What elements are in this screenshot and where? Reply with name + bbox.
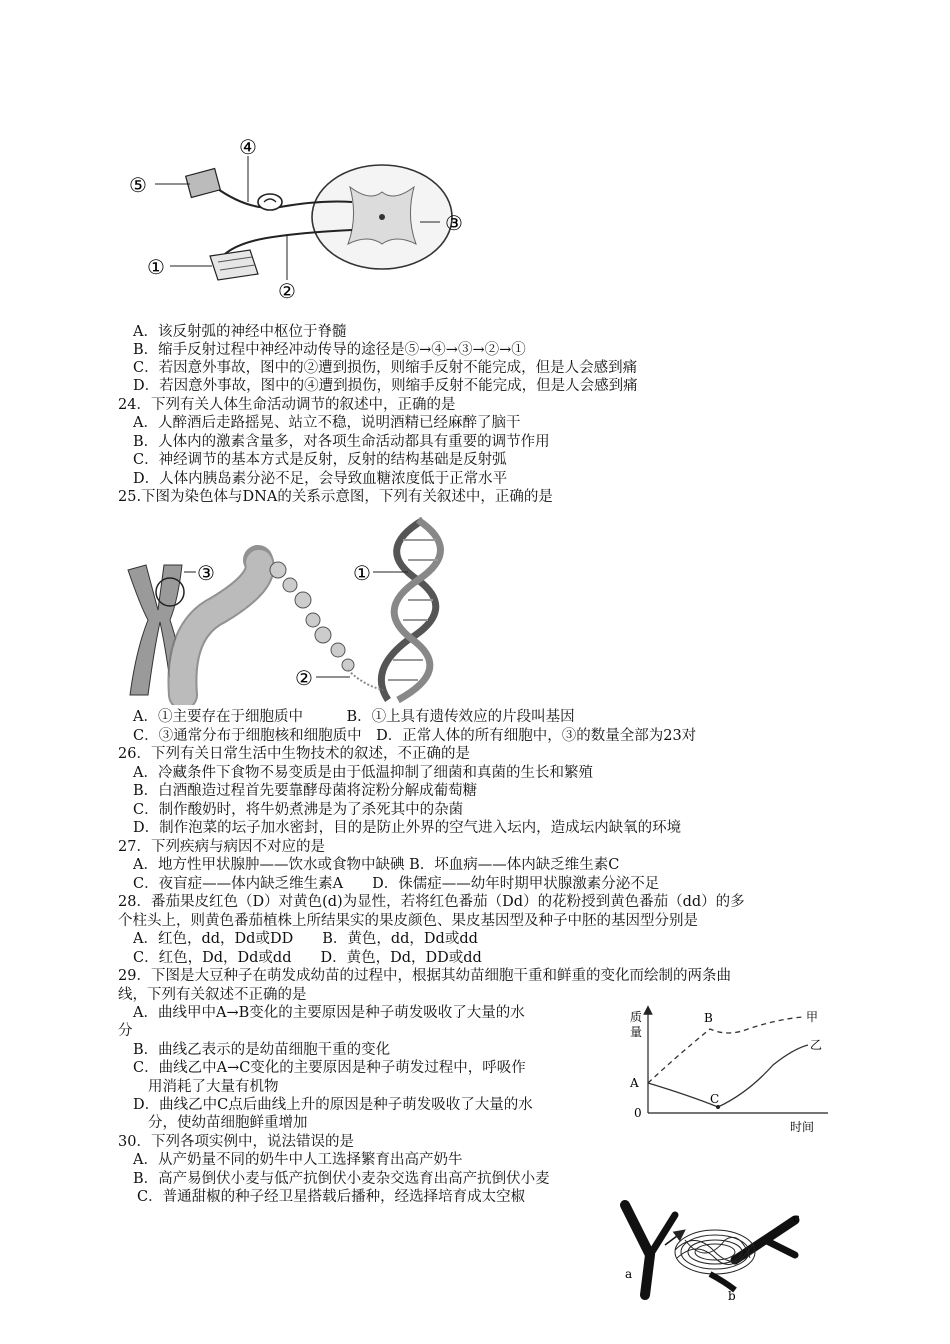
y-label-1: 质 — [630, 1010, 643, 1024]
chromosome-dna-svg — [118, 510, 463, 705]
q25-options-cd: C．③通常分布于细胞核和细胞质中 D．正常人体的所有细胞中，③的数量全部为23对 — [133, 728, 697, 744]
q24-option-c: C．神经调节的基本方式是反射，反射的结构基础是反射弧 — [133, 452, 507, 468]
y-label-2: 量 — [630, 1025, 643, 1039]
q29-stem-line2: 线，下列有关叙述不正确的是 — [118, 987, 307, 1003]
q24-option-d: D．人体内胰岛素分泌不足，会导致血糖浓度低于正常水平 — [133, 471, 508, 487]
curve-jia — [648, 1017, 803, 1083]
marker-1: ① — [353, 563, 371, 585]
q26-stem: 26．下列有关日常生活中生物技术的叙述，不正确的是 — [118, 746, 470, 762]
point-c-label: C — [710, 1092, 720, 1106]
q25-options-ab: A．①主要存在于细胞质中 B．①上具有遗传效应的片段叫基因 — [133, 709, 575, 725]
capillary-network-svg — [615, 1200, 805, 1300]
q26-option-a: A．冷藏条件下食物不易变质是由于低温抑制了细菌和真菌的生长和繁殖 — [133, 765, 593, 781]
label-c: c — [793, 1211, 800, 1225]
label-a: a — [625, 1267, 633, 1281]
q23-option-d: D．若因意外事故，图中的④遭到损伤，则缩手反射不能完成，但是人会感到痛 — [133, 378, 638, 394]
x-axis-label: 时间 — [790, 1120, 815, 1134]
reflex-arc-figure — [120, 132, 475, 307]
q26-option-d: D．制作泡菜的坛子加水密封，目的是防止外界的空气进入坛内，造成坛内缺氧的环境 — [133, 820, 682, 836]
q29-option-a-line2: 分 — [118, 1023, 133, 1039]
curve-yi-label: 乙 — [810, 1038, 823, 1052]
q30-option-a: A．从产奶量不同的奶牛中人工选择繁育出高产奶牛 — [133, 1152, 463, 1168]
marker-4: ④ — [239, 137, 257, 159]
q24-option-a: A．人醉酒后走路摇晃、站立不稳，说明酒精已经麻醉了脑干 — [133, 415, 521, 431]
reflex-arc-svg — [120, 132, 475, 307]
q23-option-a: A．该反射弧的神经中枢位于脊髓 — [133, 324, 347, 340]
q27-options-cd: C．夜盲症——体内缺乏维生素A D．侏儒症——幼年时期甲状腺激素分泌不足 — [133, 876, 660, 892]
curve-yi — [648, 1045, 808, 1107]
point-a-label: A — [630, 1076, 639, 1090]
label-b: b — [728, 1289, 736, 1300]
marker-3: ③ — [197, 563, 215, 585]
q24-stem: 24．下列有关人体生命活动调节的叙述中，正确的是 — [118, 397, 456, 413]
q23-option-c: C．若因意外事故，图中的②遭到损伤，则缩手反射不能完成，但是人会感到痛 — [133, 360, 638, 376]
q29-option-b: B．曲线乙表示的是幼苗细胞干重的变化 — [133, 1042, 391, 1058]
marker-2: ② — [295, 668, 313, 690]
q29-stem-line1: 29．下图是大豆种子在萌发成幼苗的过程中，根据其幼苗细胞干重和鲜重的变化而绘制的两条曲 — [118, 968, 731, 984]
q27-stem: 27．下列疾病与病因不对应的是 — [118, 839, 325, 855]
growth-curve-graph — [618, 1005, 833, 1135]
growth-curve-svg — [618, 1005, 833, 1135]
origin-label: 0 — [634, 1106, 642, 1120]
q26-option-c: C．制作酸奶时，将牛奶煮沸是为了杀死其中的杂菌 — [133, 802, 464, 818]
q26-option-b: B．白酒酿造过程首先要靠酵母菌将淀粉分解成葡萄糖 — [133, 783, 478, 799]
q27-options-ab: A．地方性甲状腺肿——饮水或食物中缺碘 B．坏血病——体内缺乏维生素C — [133, 857, 620, 873]
q28-stem-line1: 28．番茄果皮红色（D）对黄色(d)为显性，若将红色番茄（Dd）的花粉授到黄色番茄（dd）的多 — [118, 894, 745, 910]
curve-jia-label: 甲 — [806, 1010, 819, 1024]
q30-option-c: C．普通甜椒的种子经卫星搭载后播种，经选择培育成太空椒 — [137, 1189, 526, 1205]
q29-option-d-line2: 分，使幼苗细胞鲜重增加 — [148, 1115, 308, 1131]
marker-5: ⑤ — [129, 175, 147, 197]
q30-stem: 30．下列各项实例中，说法错误的是 — [118, 1134, 354, 1150]
q30-option-b: B．高产易倒伏小麦与低产抗倒伏小麦杂交选育出高产抗倒伏小麦 — [133, 1171, 550, 1187]
q29-option-c-line2: 用消耗了大量有机物 — [148, 1079, 279, 1095]
q24-option-b: B．人体内的激素含量多，对各项生命活动都具有重要的调节作用 — [133, 434, 550, 450]
capillary-network-figure — [615, 1200, 805, 1300]
q28-options-cd: C．红色，Dd，Dd或dd D．黄色，Dd，DD或dd — [133, 950, 482, 966]
q28-stem-line2: 个柱头上，则黄色番茄植株上所结果实的果皮颜色、果皮基因型及种子中胚的基因型分别是 — [118, 913, 698, 929]
point-b-label: B — [704, 1011, 713, 1025]
q25-stem: 25.下图为染色体与DNA的关系示意图，下列有关叙述中，正确的是 — [118, 489, 553, 505]
marker-2: ② — [278, 281, 296, 303]
q29-option-c-line1: C．曲线乙中A→C变化的主要原因是种子萌发过程中，呼吸作 — [133, 1060, 526, 1076]
marker-1: ① — [147, 257, 165, 279]
q29-option-d-line1: D．曲线乙中C点后曲线上升的原因是种子萌发吸收了大量的水 — [133, 1097, 533, 1113]
q23-option-b: B．缩手反射过程中神经冲动传导的途径是⑤→④→③→②→① — [133, 342, 526, 358]
chromosome-dna-figure — [118, 510, 463, 705]
q28-options-ab: A．红色，dd，Dd或DD B．黄色，dd，Dd或dd — [133, 931, 478, 947]
marker-3: ③ — [445, 213, 463, 235]
q29-option-a-line1: A．曲线甲中A→B变化的主要原因是种子萌发吸收了大量的水 — [133, 1005, 525, 1021]
